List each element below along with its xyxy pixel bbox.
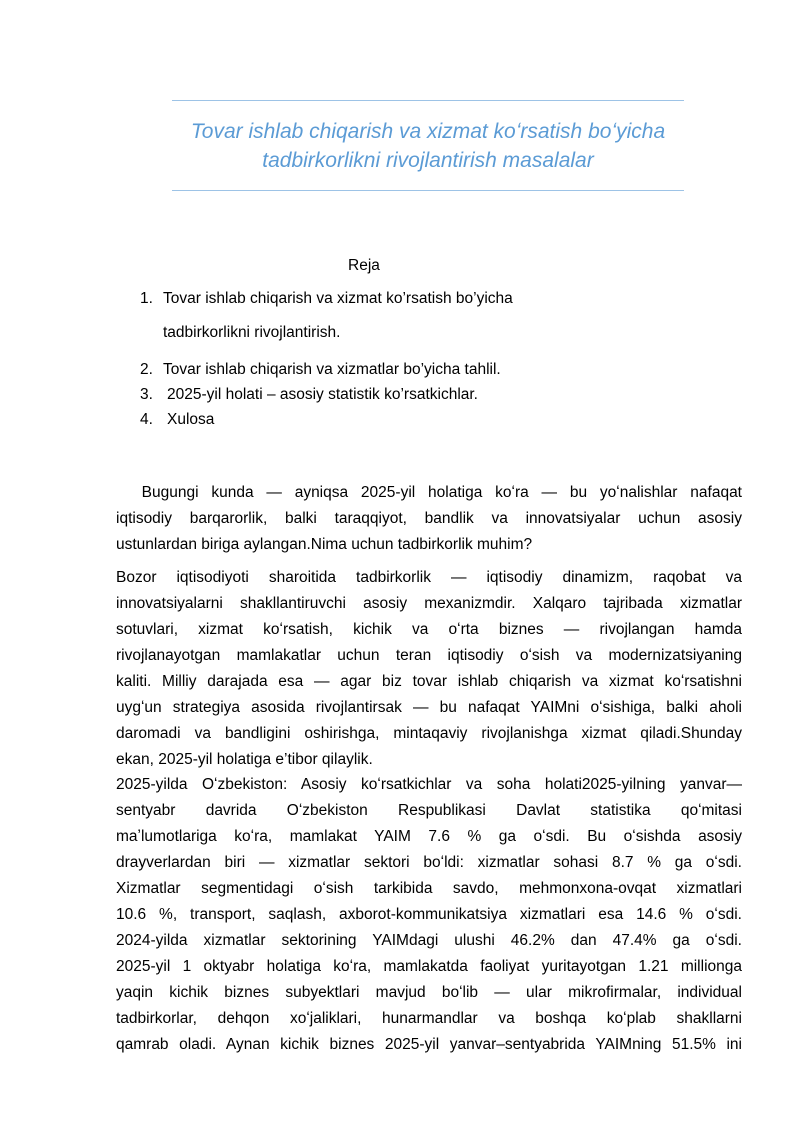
paragraph-line: Bugungi kunda — ayniqsa 2025-yil holatiga koʻra — bu yoʻnalishlar nafaqat — [116, 484, 742, 501]
paragraph-line: Bozor iqtisodiyoti sharoitida tadbirkorlik — iqtisodiy dinamizm, raqobat va — [116, 569, 742, 586]
title-line: tadbirkorlikni rivojlantirish masalalar — [262, 149, 594, 172]
paragraph-line: ekan, 2025-yil holatiga e’tibor qilaylik. — [116, 751, 373, 768]
plan-item-label: Tovar ishlab chiqarish va xizmatlar bo’yicha tahlil. — [163, 361, 501, 378]
paragraph-line: ustunlardan biriga aylangan.Nima uchun tadbirkorlik muhim? — [116, 536, 533, 553]
paragraph-statistics-2025 — [116, 772, 742, 1058]
paragraph-line: maʼlumotlariga koʻra, mamlakat YAIM 7.6 % ga oʻsdi. Bu oʻsishda asosiy — [116, 828, 742, 845]
paragraph-entrepreneurship — [116, 565, 742, 773]
plan-item-label: Xulosa — [167, 411, 215, 428]
plan-item-label: tadbirkorlikni rivojlantirish. — [163, 324, 341, 341]
paragraph-line: Xizmatlar segmentidagi oʻsish tarkibida savdo, mehmonxona-ovqat xizmatlari — [116, 880, 742, 897]
paragraph-line: drayverlardan biri — xizmatlar sektori boʻldi: xizmatlar sohasi 8.7 % ga oʻsdi. — [116, 854, 742, 871]
paragraph-line: uygʻun strategiya asosida rivojlantirsak — bu nafaqat YAIMni oʻsishiga, balki aholi — [116, 699, 742, 716]
paragraph-line: qamrab oladi. Aynan kichik biznes 2025-yil yanvar–sentyabrida YAIMning 51.5% ini — [116, 1036, 742, 1053]
paragraph-intro — [116, 480, 742, 558]
plan-item-label: Tovar ishlab chiqarish va xizmat ko’rsatish bo’yicha — [163, 290, 513, 307]
plan-item-label: 2025-yil holati – asosiy statistik ko’rsatkichlar. — [167, 386, 478, 403]
plan-list — [0, 0, 800, 440]
title-line: Tovar ishlab chiqarish va xizmat koʻrsatish boʻyicha — [190, 120, 666, 143]
paragraph-line: kaliti. Milliy darajada esa — agar biz tovar ishlab chiqarish va xizmat koʻrsatishni — [116, 673, 742, 690]
plan-item-number: 4. — [140, 411, 153, 428]
paragraph-line: 2024-yilda xizmatlar sektorining YAIMdagi ulushi 46.2% dan 47.4% ga oʻsdi. — [116, 932, 742, 949]
paragraph-line: daromadi va bandligini oshirishga, mintaqaviy rivojlanishga xizmat qiladi.Shunday — [116, 725, 742, 742]
plan-item-number: 2. — [140, 361, 153, 378]
plan-item-number: 1. — [140, 290, 153, 307]
paragraph-line: sentyabr davrida Oʻzbekiston Respublikasi Davlat statistika qoʻmitasi — [116, 802, 742, 819]
plan-heading: Reja — [348, 257, 380, 274]
paragraph-line: innovatsiyalarni shakllantiruvchi asosiy mexanizmdir. Xalqaro tajribada xizmatlar — [116, 595, 742, 612]
paragraph-line: 10.6 %, transport, saqlash, axborot-kommunikatsiya xizmatlari esa 14.6 % oʻsdi. — [116, 906, 742, 923]
plan-item-number: 3. — [140, 386, 153, 403]
paragraph-line: tadbirkorlar, dehqon xoʻjaliklari, hunarmandlar va boshqa koʻplab shakllarni — [116, 1010, 742, 1027]
paragraph-line: yaqin kichik biznes subyektlari mavjud boʻlib — ular mikrofirmalar, individual — [116, 984, 742, 1001]
paragraph-line: 2025-yilda Oʻzbekiston: Asosiy koʻrsatkichlar va soha holati2025-yilning yanvar— — [116, 776, 742, 793]
paragraph-line: rivojlanayotgan mamlakatlar uchun teran iqtisodiy oʻsish va modernizatsiyaning — [116, 647, 742, 664]
paragraph-line: iqtisodiy barqarorlik, balki taraqqiyot, bandlik va innovatsiyalar uchun asosiy — [116, 510, 742, 527]
paragraph-line: sotuvlari, xizmat koʻrsatish, kichik va oʻrta biznes — rivojlangan hamda — [116, 621, 742, 638]
paragraph-line: 2025-yil 1 oktyabr holatiga koʻra, mamlakatda faoliyat yuritayotgan 1.21 millionga — [116, 958, 742, 975]
